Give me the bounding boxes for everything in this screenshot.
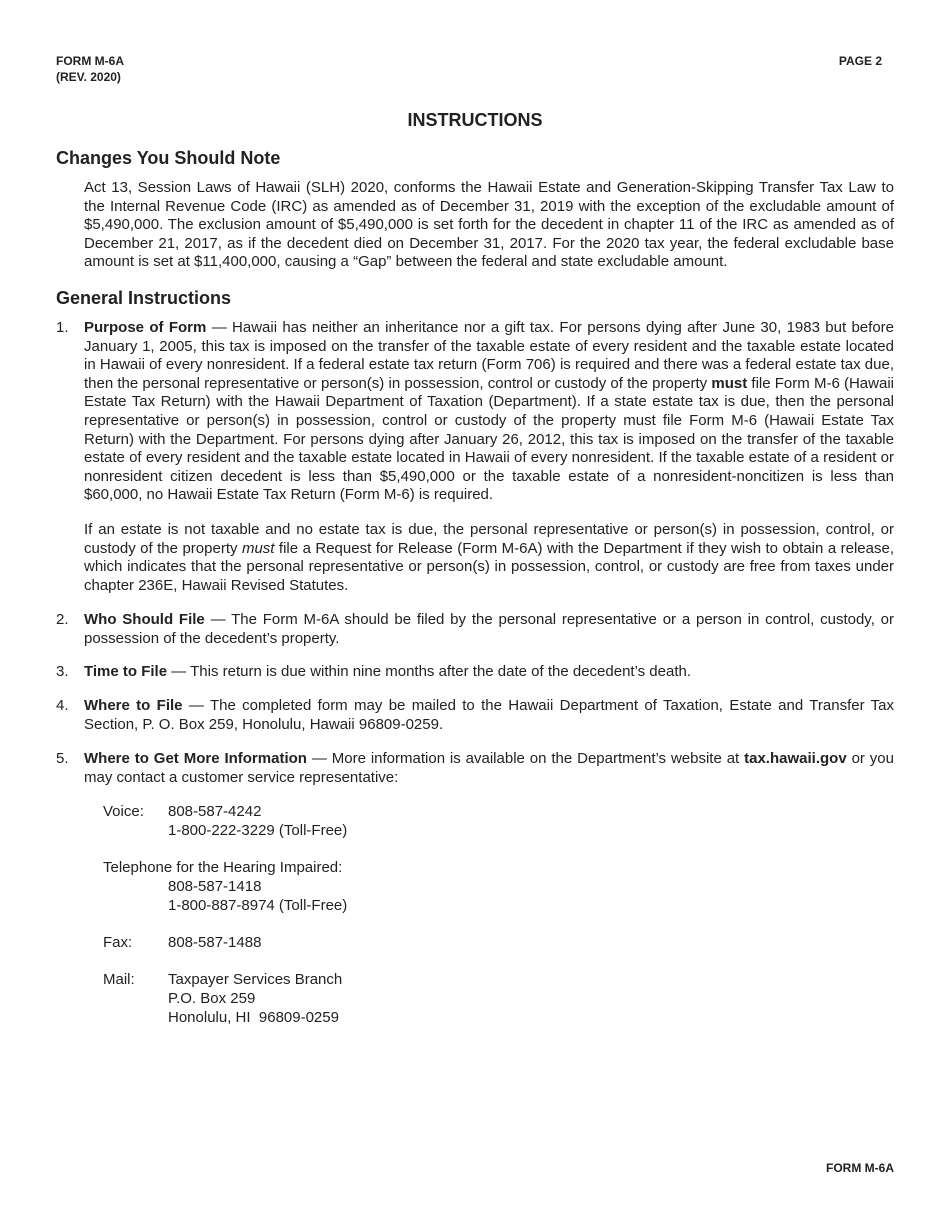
item-5-title: Where to Get More Information	[84, 750, 307, 767]
item-4-title: Where to File	[84, 697, 183, 714]
item-2-who-should-file	[84, 611, 894, 648]
hearing-impaired-label: Telephone for the Hearing Impaired:	[103, 859, 343, 876]
mail-line-1: Taxpayer Services Branch	[168, 971, 343, 988]
item-4-where-to-file	[84, 697, 894, 734]
item-5-text-b: or you may contact a customer service representative:	[84, 750, 894, 786]
voice-label: Voice:	[103, 803, 144, 820]
item-2-number: 2.	[56, 611, 69, 628]
item-5-number: 5.	[56, 750, 69, 767]
voice-number-1: 808-587-4242	[168, 803, 262, 820]
mail-line-2: P.O. Box 259	[168, 990, 256, 1007]
item-1-number: 1.	[56, 319, 69, 336]
form-revision: (REV. 2020)	[56, 70, 121, 84]
item-2-text: — The Form M-6A should be filed by the personal representative or a person in control, custody, or possession of the decedent’s property.	[84, 611, 895, 647]
item-5-more-information	[84, 750, 894, 787]
page-number: PAGE 2	[838, 54, 882, 68]
contact-block	[103, 803, 503, 1033]
item-3-time-to-file	[84, 663, 894, 682]
voice-number-2: 1-800-222-3229 (Toll-Free)	[168, 822, 348, 839]
mail-line-3: Honolulu, HI 96809-0259	[168, 1009, 339, 1026]
item-3-text: — This return is due within nine months after the date of the decedent’s death.	[167, 663, 692, 680]
fax-label: Fax:	[103, 934, 133, 951]
item-1-p2-text-b: file a Request for Release (Form M-6A) with the Department if they wish to obtain a release, which indicates that the personal representative or person(s) in possession, control, or custody are free from taxes under chapter 236E, Hawaii Revised Statutes.	[84, 539, 894, 594]
item-1-p2-text-a: If an estate is not taxable and no estate tax is due, the personal representative or person(s) in possession, control, or custody of the property	[84, 521, 894, 557]
item-5-text-a: — More information is available on the Department’s website at	[306, 750, 745, 767]
item-3-number: 3.	[56, 663, 69, 680]
hearing-number-2: 1-800-887-8974 (Toll-Free)	[168, 897, 348, 914]
item-1-emphasis: must	[711, 374, 748, 392]
item-1-p2-emphasis: must	[241, 539, 275, 557]
item-4-text: — The completed form may be mailed to the Hawaii Department of Taxation, Estate and Transfer Tax Section, P. O. Box 259, Honolulu, Hawaii 96809-0259.	[84, 697, 894, 733]
mail-label: Mail:	[103, 971, 135, 988]
item-1-paragraph-2	[84, 521, 894, 595]
item-4-number: 4.	[56, 697, 69, 714]
changes-paragraph: Act 13, Session Laws of Hawaii (SLH) 2020, conforms the Hawaii Estate and Generation-Skipping Transfer Tax Law to the Internal Revenue Code (IRC) as amended as of December 31, 2019 with the exception of the excludable amount of $5,490,000. The exclusion amount of $5,490,000 is set forth for the decedent in chapter 11 of the IRC as amended as of December 21, 2017, as if the decedent died on December 31, 2017. For the 2020 tax year, the federal excludable base amount is set at $11,400,000, causing a “Gap” between the federal and state excludable amount.	[84, 179, 894, 271]
hearing-number-1: 808-587-1418	[168, 878, 262, 895]
item-1-text-b: file Form M-6 (Hawaii Estate Tax Return) with the Hawaii Department of Taxation (Department). If a state estate tax is due, then the personal representative or person(s) in possession, control or custody of the property must file Form M-6 (Hawaii Estate Tax Return) with the Department. For persons dying after January 26, 2012, this tax is imposed on the transfer of the taxable estate of every resident and the taxable estate located in Hawaii of every nonresident. If the taxable estate of a resident or nonresident citizen decedent is less than $5,490,000 or the taxable estate of a nonresident-noncitizen is less than $60,000, no Hawaii Estate Tax Return (Form M-6) is required.	[84, 374, 894, 504]
form-id-header: FORM M-6A	[56, 54, 124, 68]
changes-heading: Changes You Should Note	[56, 148, 281, 168]
form-id-footer: FORM M-6A	[826, 1161, 894, 1175]
item-1-purpose-of-form	[84, 319, 894, 505]
fax-number: 808-587-1488	[168, 934, 262, 951]
item-1-text-a: — Hawaii has neither an inheritance nor a gift tax. For persons dying after June 30, 1983 but before January 1, 2005, this tax is imposed on the transfer of the taxable estate of every resident and the taxable estate located in Hawaii of every nonresident. If a federal estate tax return (Form 706) is required and there was a federal estate tax due, then the personal representative or person(s) in possession, control or custody of the property	[84, 319, 895, 392]
item-3-title: Time to File	[84, 663, 168, 680]
page-title: INSTRUCTIONS	[407, 110, 543, 130]
item-1-title: Purpose of Form	[84, 319, 207, 336]
website-link[interactable]: tax.hawaii.gov	[744, 750, 847, 767]
general-instructions-heading: General Instructions	[56, 288, 232, 308]
item-2-title: Who Should File	[84, 611, 205, 628]
